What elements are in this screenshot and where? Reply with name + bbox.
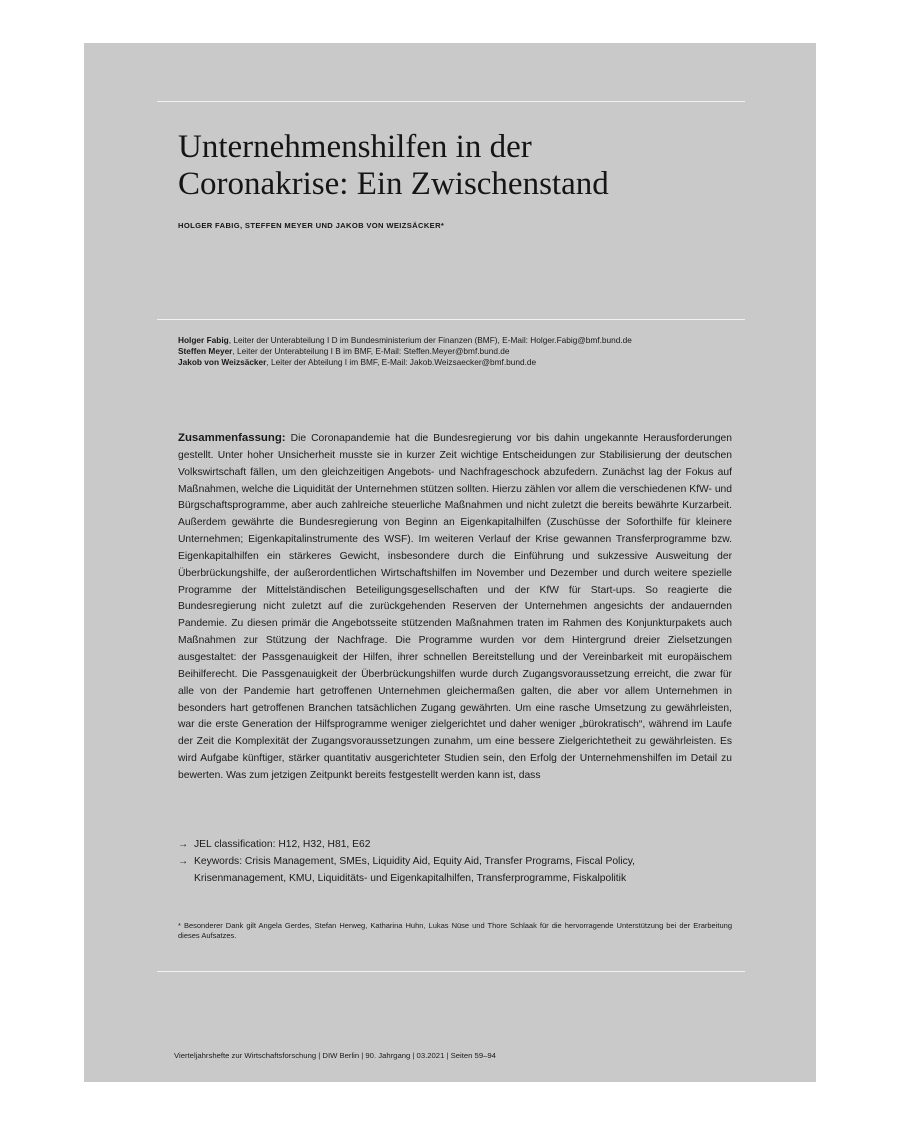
author-list: HOLGER FABIG, STEFFEN MEYER UND JAKOB VON WEIZSÄCKER* — [178, 221, 445, 230]
article-title — [178, 129, 738, 203]
title-line-1: Unternehmenshilfen in der — [178, 129, 532, 165]
affiliation-text: , Leiter der Unterabteilung I B im BMF, E-Mail: Steffen.Meyer@bmf.bund.de — [232, 346, 510, 356]
title-line-2: Coronakrise: Ein Zwischenstand — [178, 166, 609, 202]
affiliation-name: Holger Fabig — [178, 335, 229, 345]
affiliation-rule — [157, 319, 745, 320]
jel-classification: JEL classification: H12, H32, H81, E62 — [194, 839, 371, 850]
arrow-right-icon: → — [178, 839, 189, 850]
affiliation-text: , Leiter der Abteilung I im BMF, E-Mail: Jakob.Weizsaecker@bmf.bund.de — [266, 357, 537, 367]
keywords-line-2: Krisenmanagement, KMU, Liquiditäts- und Eigenkapitalhilfen, Transferprogramme, Fiskalpolitik — [194, 873, 627, 884]
affiliation-item — [178, 357, 738, 368]
journal-page — [84, 43, 816, 1082]
affiliation-text: , Leiter der Unterabteilung I D im Bundesministerium der Finanzen (BMF), E-Mail: Holger.Fabig@bmf.bund.de — [228, 335, 632, 345]
affiliations — [178, 335, 738, 368]
abstract-label: Zusammenfassung: — [178, 432, 286, 444]
keywords-row — [178, 853, 738, 887]
footnote: * Besonderer Dank gilt Angela Gerdes, Stefan Herweg, Katharina Huhn, Lukas Nüse und Thore Schlaak für die hervorragende Unterstützung bei der Erarbeitung dieses Aufsatzes. — [178, 921, 732, 940]
arrow-right-icon: → — [178, 856, 189, 867]
abstract-text: Die Coronapandemie hat die Bundesregierung vor bis dahin ungekannte Herausforderungen gestellt. Unter hoher Unsicherheit musste sie in kurzer Zeit wichtige Entscheidungen zur Stabilisierung der deutschen Volkswirtschaft fällen, um den gleichzeitigen Angebots- und Nachfrageschock abzufedern. Zunächst lag der Fokus auf Maßnahmen, welche die Liquidität der Unternehmen stützen sollten. Hierzu zählen vor allem die verschiedenen KfW- und Bürgschaftsprogramme, aber auch zahlreiche steuerliche Maßnahmen und nicht zuletzt die bereits bewährte Kurzarbeit. Außerdem gewährte die Bundesregierung von Beginn an Eigenkapitalhilfen (Zuschüsse der Soforthilfe für kleinere Unternehmen; Eigenkapitalinstrumente des WSF). Im weiteren Verlauf der Krise gewannen Transferprogramme bzw. Eigenkapitalhilfen ein stärkeres Gewicht, insbesondere durch die Einführung und sukzessive Ausweitung der Überbrückungshilfe, der außerordentlichen Wirtschaftshilfen im November und Dezember und durch weitere spezielle Programme der Mittelständischen Beteiligungsgesellschaften und der KfW für Start-ups. So reagierte die Bundesregierung nicht zuletzt auf die zurückgehenden Reserven der Unternehmen angesichts der andauernden Pandemie. Zu diesen primär die Angebotsseite stützenden Maßnahmen traten im Rahmen des Konjunkturpakets auch Maßnahmen zur Stützung der Nachfrage. Die Programme wurden vor dem Hintergrund dreier Zielsetzungen ausgestaltet: der Passgenauigkeit der Hilfen, ihrer schnellen Bereitstellung und der Vereinbarkeit mit europäischem Beihilferecht. Die Passgenauigkeit der Überbrückungshilfen wurde durch Zugangsvoraussetzung erreicht, die zwar für alle von der Pandemie hart getroffenen Unternehmen gleichermaßen galten, die aber vor allem Unternehmen in besonders hart getroffenen Branchen tatsächlichen Zugang gewährten. Um eine rasche Umsetzung zu gewährleisten, war die erste Generation der Hilfsprogramme weniger zielgerichtet und daher weniger „bürokratisch“, während im Laufe der Zeit die Komplexität der Zugangsvoraussetzungen zunahm, um eine bessere Zielgerichtetheit zu gewährleisten. Es wird Aufgabe künftiger, stärker quantitativ ausgerichteter Studien sein, den Erfolg der Unternehmenshilfen im Detail zu bewerten. Was zum jetzigen Zeitpunkt bereits festgestellt werden kann ist, dass — [178, 433, 732, 781]
affiliation-item — [178, 335, 738, 346]
keywords-line-1: Keywords: Crisis Management, SMEs, Liquidity Aid, Equity Aid, Transfer Programs, Fiscal Policy, — [194, 856, 636, 867]
affiliation-name: Jakob von Weizsäcker — [178, 357, 267, 367]
affiliation-item — [178, 346, 738, 357]
top-rule — [157, 101, 745, 102]
page-footer: Vierteljahrshefte zur Wirtschaftsforschung | DIW Berlin | 90. Jahrgang | 03.2021 | Seiten 59–94 — [174, 1051, 496, 1060]
affiliation-name: Steffen Meyer — [178, 346, 233, 356]
jel-row — [178, 836, 738, 853]
bottom-rule — [157, 971, 745, 972]
abstract — [178, 430, 732, 785]
classification-block — [178, 836, 738, 887]
keywords — [194, 853, 635, 887]
